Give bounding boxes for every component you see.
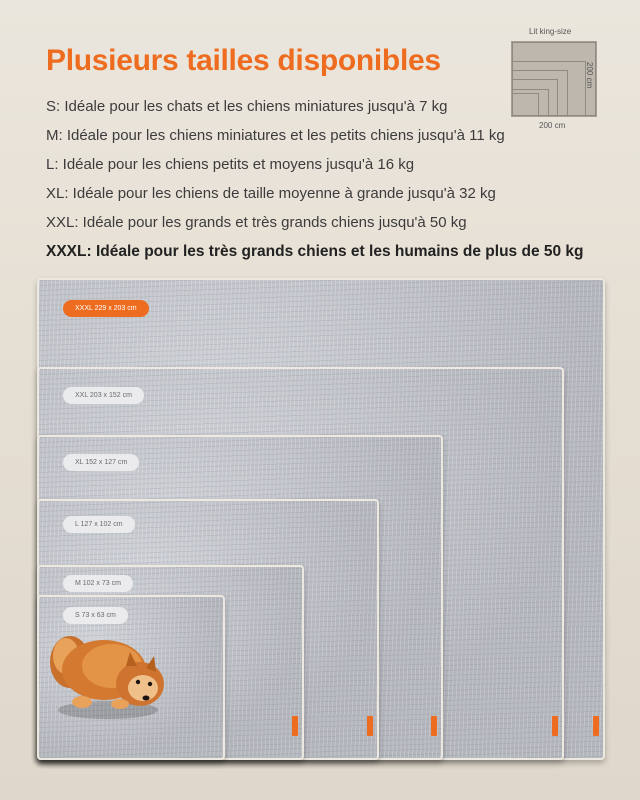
page-title: Plusieurs tailles disponibles bbox=[46, 44, 441, 77]
size-m-text: M: Idéale pour les chiens miniatures et les petits chiens jusqu'à 11 kg bbox=[46, 127, 505, 144]
blanket-l-label: L 127 x 102 cm bbox=[63, 516, 135, 533]
pomeranian-dog-image bbox=[42, 622, 172, 722]
blanket-xxl-tag bbox=[552, 716, 558, 736]
size-xxxl-text: XXXL: Idéale pour les très grands chiens et les humains de plus de 50 kg bbox=[46, 243, 584, 260]
blanket-m-tag bbox=[292, 716, 298, 736]
blanket-xl-label: XL 152 x 127 cm bbox=[63, 454, 139, 471]
king-bed-width: 200 cm bbox=[539, 121, 566, 130]
blanket-xxl-label: XXL 203 x 152 cm bbox=[63, 387, 144, 404]
king-bed-label: Lit king-size bbox=[529, 27, 572, 36]
blanket-xxxl-tag bbox=[593, 716, 599, 736]
blanket-xl-tag bbox=[431, 716, 437, 736]
king-bed-height: 200 cm bbox=[585, 62, 594, 89]
size-xxl-text: XXL: Idéale pour les grands et très grands chiens jusqu'à 50 kg bbox=[46, 214, 467, 231]
blanket-s-label: S 73 x 63 cm bbox=[63, 607, 128, 624]
blanket-xxxl-label: XXXL 229 x 203 cm bbox=[63, 300, 149, 317]
size-s-text: S: Idéale pour les chats et les chiens miniatures jusqu'à 7 kg bbox=[46, 98, 448, 115]
size-xl-text: XL: Idéale pour les chiens de taille moyenne à grande jusqu'à 32 kg bbox=[46, 185, 496, 202]
blanket-l-tag bbox=[367, 716, 373, 736]
size-l-text: L: Idéale pour les chiens petits et moyens jusqu'à 16 kg bbox=[46, 156, 415, 173]
blanket-m-label: M 102 x 73 cm bbox=[63, 575, 133, 592]
